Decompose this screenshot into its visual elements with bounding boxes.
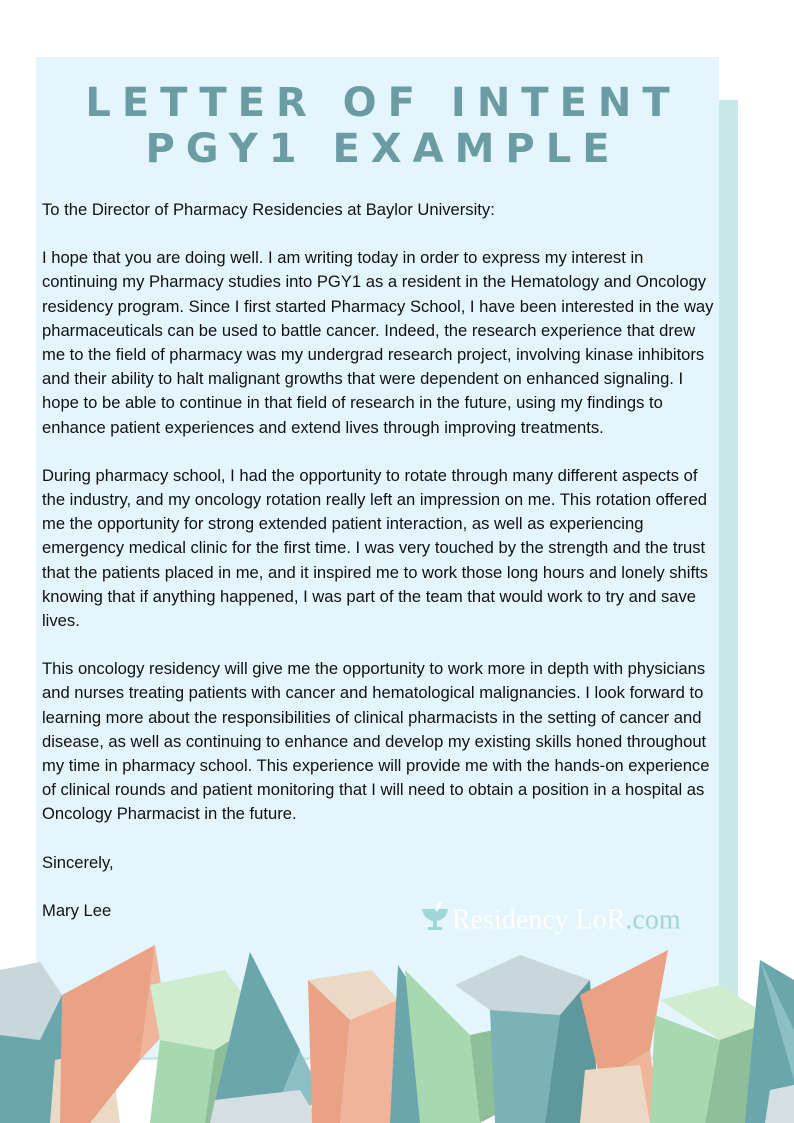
- title-line-2: PGY1 EXAMPLE: [145, 126, 621, 172]
- salutation: To the Director of Pharmacy Residencies at Baylor University:: [42, 200, 495, 219]
- signature: Mary Lee: [42, 900, 112, 920]
- watermark-name: Residency LoR: [452, 904, 626, 936]
- cube-sand-right: [580, 1065, 650, 1123]
- cube-coral-1: [60, 945, 155, 1123]
- paragraph-2: During pharmacy school, I had the opportunity to rotate through many different aspects of the industry, and my oncology rotation really left an impression on me. This rotation offered me the opportunity for strong extended patient interaction, as well as experiencing emergency medical clinic for the first time. I was very touched by the strength and the trust that the patients placed in me, and it inspired me to work those long hours and lonely shifts knowing that if anything happened, I was part of the team that would work to try and save lives.: [42, 465, 708, 631]
- page-title: [36, 80, 719, 172]
- paragraph-3: This oncology residency will give me the opportunity to work more in depth with physicians and nurses treating patients with cancer and hematological malignancies. I look forward to learning more about the responsibilities of clinical pharmacists in the setting of cancer and disease, as well as continuing to enhance and develop my existing skills honed throughout my time in pharmacy school. This experience will provide me with the hands-on experience of clinical rounds and patient monitoring that I will need to obtain a position in a hospital as Oncology Pharmacist in the future.: [42, 659, 710, 824]
- cube-mint-1b: [150, 1040, 215, 1123]
- geometric-cubes-decoration: [0, 940, 794, 1123]
- watermark: [420, 900, 710, 940]
- title-line-1: LETTER OF INTENT: [85, 80, 681, 126]
- watermark-domain: .com: [625, 904, 681, 936]
- letter-body: [42, 198, 722, 947]
- mortar-pestle-icon: [420, 900, 450, 944]
- paragraph-1: I hope that you are doing well. I am writing today in order to express my interest in continuing my Pharmacy studies into PGY1 as a resident in the Hematology and Oncology residency program. Since I first started Pharmacy School, I have been interested in the way pharmaceuticals can be used to battle cancer. Indeed, the research experience that drew me to the field of pharmacy was my undergrad research project, involving kinase inhibitors and their ability to halt malignant growths that were dependent on enhanced signaling. I hope to be able to continue in that field of research in the future, using my findings to enhance patient experiences and extend lives through improving treatments.: [42, 248, 714, 437]
- closing: Sincerely,: [42, 852, 114, 872]
